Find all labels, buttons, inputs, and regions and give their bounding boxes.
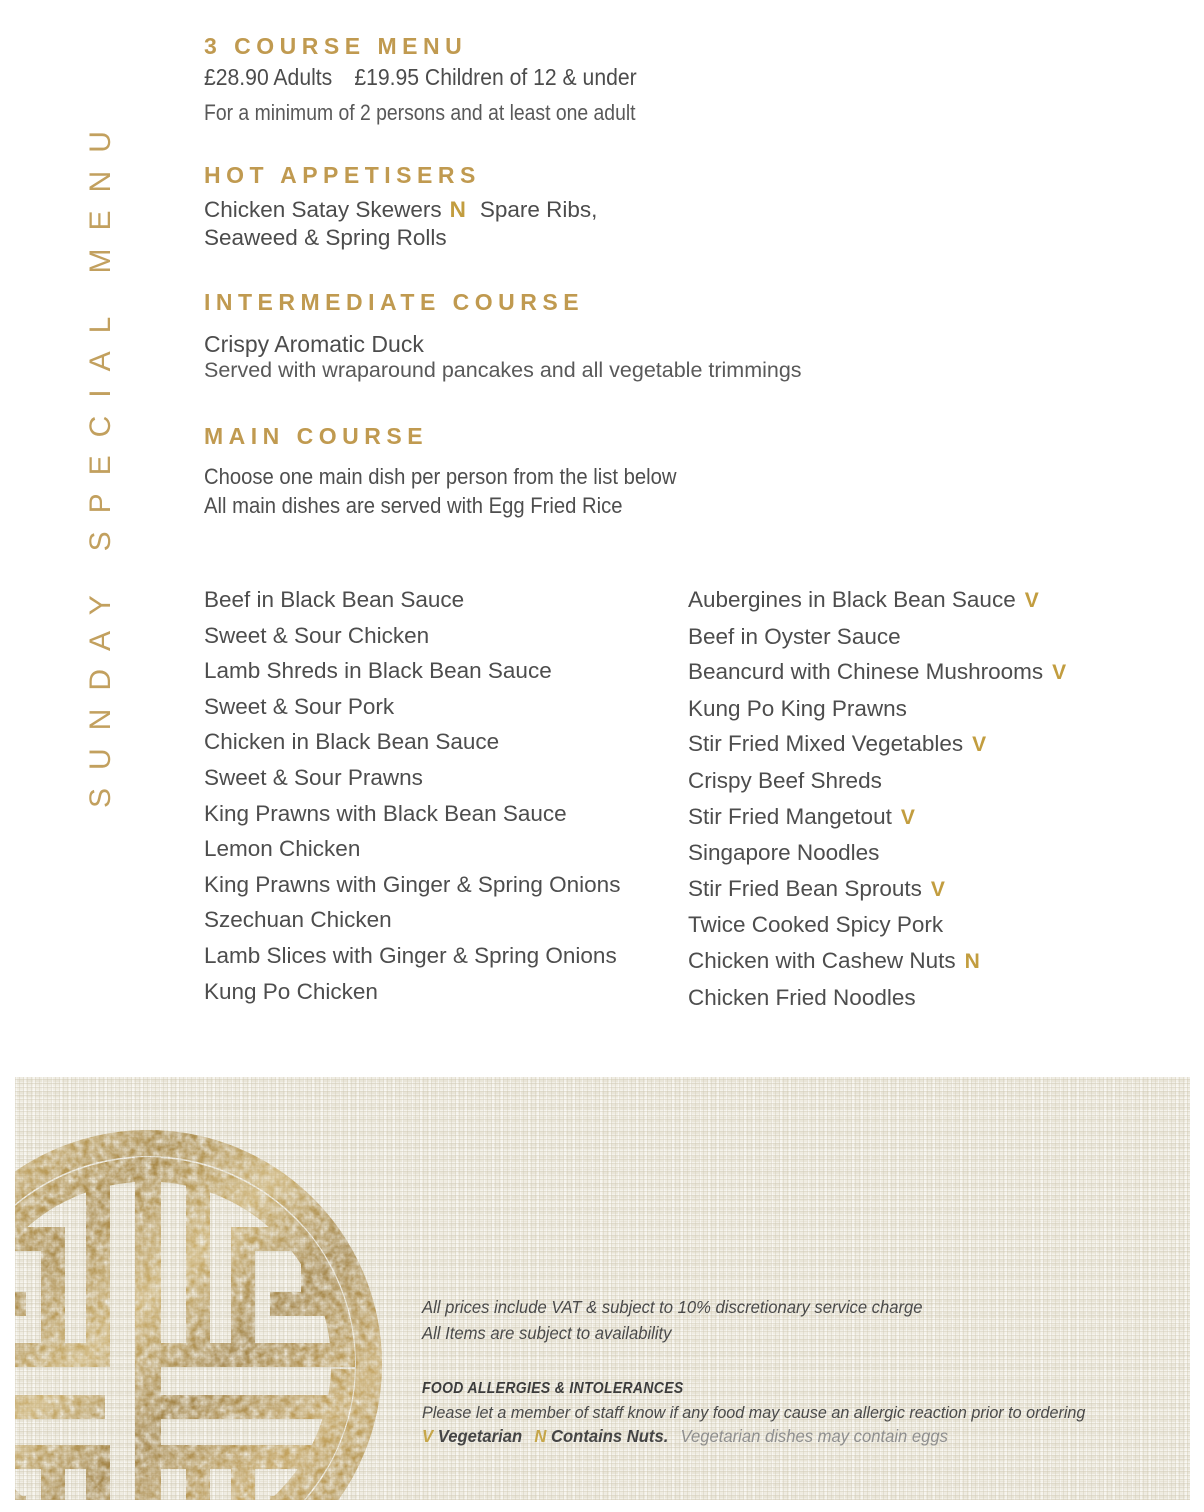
- dish-name: Crispy Beef Shreds: [688, 767, 882, 793]
- dish-item: [688, 726, 1066, 763]
- dish-name: King Prawns with Ginger & Spring Onions: [204, 871, 621, 897]
- dish-name: Beef in Oyster Sauce: [688, 623, 901, 649]
- dish-item: [688, 582, 1066, 619]
- nuts-label: Contains Nuts.: [551, 1426, 669, 1446]
- adult-price: £28.90 Adults: [204, 64, 333, 90]
- main-course-heading: MAIN COURSE: [204, 423, 429, 449]
- veg-marker: V: [930, 877, 945, 901]
- dish-item: [204, 974, 620, 1010]
- dish-name: Sweet & Sour Prawns: [204, 764, 423, 790]
- legend-note: Vegetarian dishes may contain eggs: [680, 1426, 948, 1446]
- intermediate-dish: Crispy Aromatic Duck: [204, 331, 424, 357]
- dish-name: King Prawns with Black Bean Sauce: [204, 800, 567, 826]
- dish-item: [688, 835, 1066, 871]
- allergies-heading: FOOD ALLERGIES & INTOLERANCES: [422, 1380, 684, 1397]
- dish-item: [204, 618, 620, 654]
- dish-name: Beef in Black Bean Sauce: [204, 587, 465, 612]
- dish-name: Kung Po King Prawns: [688, 695, 907, 721]
- dish-name: Szechuan Chicken: [204, 907, 392, 933]
- dish-item: [688, 619, 1066, 655]
- veg-label: Vegetarian: [437, 1426, 523, 1446]
- child-price: £19.95 Children of 12 & under: [354, 64, 637, 90]
- main-course-intro-1: Choose one main dish per person from the list below: [204, 464, 677, 489]
- mains-column-left: [204, 582, 620, 1009]
- nuts-marker: N: [964, 949, 980, 973]
- dish-name: Stir Fried Mangetout: [688, 803, 892, 829]
- dish-name: Sweet & Sour Chicken: [204, 622, 430, 648]
- dish-name: Kung Po Chicken: [204, 978, 378, 1004]
- intermediate-course-heading: INTERMEDIATE COURSE: [204, 289, 585, 315]
- hot-appetisers-heading: HOT APPETISERS: [204, 162, 481, 188]
- page-title: 3 COURSE MENU: [204, 33, 468, 59]
- dish-item: [688, 691, 1066, 727]
- dish-name: Aubergines in Black Bean Sauce: [688, 587, 1016, 612]
- veg-marker: V: [900, 805, 915, 829]
- appetiser-text: Chicken Satay Skewers: [204, 197, 442, 222]
- price-line: [204, 64, 637, 91]
- dish-name: Chicken Fried Noodles: [688, 984, 916, 1010]
- mains-column-right: [688, 582, 1066, 1015]
- availability-note: All Items are subject to availability: [422, 1323, 672, 1343]
- dish-item: [204, 867, 620, 903]
- veg-marker: V: [972, 733, 987, 757]
- dish-name: Chicken with Cashew Nuts: [688, 947, 956, 973]
- dish-item: [204, 796, 620, 832]
- main-course-intro-2: All main dishes are served with Egg Fried Rice: [204, 493, 623, 518]
- dish-name: Twice Cooked Spicy Pork: [688, 912, 944, 938]
- dish-item: [204, 653, 620, 689]
- hot-appetisers-line1: [204, 197, 597, 223]
- dish-name: Lemon Chicken: [204, 836, 361, 862]
- dish-name: Chicken in Black Bean Sauce: [204, 729, 500, 755]
- dish-item: [688, 871, 1066, 908]
- nuts-marker: N: [449, 197, 466, 222]
- dish-item: [204, 938, 620, 974]
- dish-item: [204, 760, 620, 796]
- veg-marker: V: [422, 1426, 434, 1446]
- dish-item: [204, 902, 620, 938]
- vertical-side-title: SUNDAY SPECIAL MENU: [84, 113, 117, 808]
- dish-item: [204, 582, 620, 618]
- dish-item: [688, 980, 1066, 1016]
- dish-name: Lamb Slices with Ginger & Spring Onions: [204, 942, 617, 968]
- dish-name: Sweet & Sour Pork: [204, 693, 395, 719]
- appetiser-text: Spare Ribs,: [479, 197, 598, 222]
- dish-item: [688, 907, 1066, 943]
- dish-name: Lamb Shreds in Black Bean Sauce: [204, 658, 552, 684]
- minimum-persons-note: For a minimum of 2 persons and at least one adult: [204, 100, 636, 125]
- dish-item: [688, 763, 1066, 799]
- veg-marker: V: [1024, 589, 1039, 612]
- vat-note: All prices include VAT & subject to 10% discretionary service charge: [422, 1297, 923, 1317]
- veg-marker: V: [1052, 661, 1067, 685]
- dish-item: [204, 689, 620, 725]
- dish-item: [204, 724, 620, 760]
- footer-smallprint: [422, 1077, 1182, 1500]
- dish-name: Stir Fried Bean Sprouts: [688, 875, 922, 901]
- dish-item: [688, 943, 1066, 980]
- allergies-note: Please let a member of staff know if any food may cause an allergic reaction prior to ordering: [422, 1403, 1086, 1422]
- dish-name: Singapore Noodles: [688, 840, 880, 866]
- dietary-legend: [422, 1426, 948, 1447]
- hot-appetisers-line2: Seaweed & Spring Rolls: [204, 225, 447, 250]
- footer-panel: [15, 1077, 1190, 1500]
- dish-item: [688, 799, 1066, 836]
- dish-name: Stir Fried Mixed Vegetables: [688, 731, 964, 757]
- dish-name: Beancurd with Chinese Mushrooms: [688, 659, 1044, 685]
- shou-longevity-emblem: [15, 1114, 398, 1500]
- intermediate-description: Served with wraparound pancakes and all vegetable trimmings: [204, 358, 802, 382]
- dish-item: [204, 831, 620, 867]
- nuts-marker: N: [534, 1426, 547, 1446]
- dish-item: [688, 654, 1066, 691]
